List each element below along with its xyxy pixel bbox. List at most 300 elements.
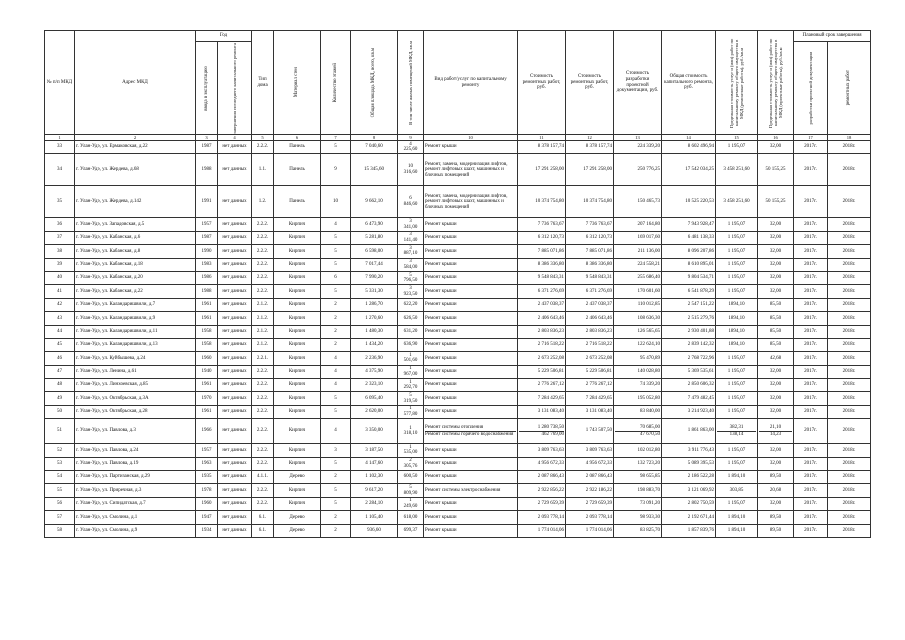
column-number: 10 [424,135,518,141]
header-limit-design: Предельная стоимость услуг и (или) работ по капитальному ремонту общего имущества в МКД (проектные работы), руб./кв.м [758,31,794,135]
repair-cost-a-cell: 2 729 659,39 [518,497,566,510]
living-area-top: 1 [409,425,412,431]
commission-year-cell: 1986 [196,271,218,284]
address-cell: г. Улан-Удэ, ул. Кабанская, д.22 [75,285,196,298]
plan-design-cell: 2017г. [794,405,828,418]
floors-cell: 5 [321,141,351,154]
design-cost-line: 47 670,50 [615,431,660,438]
living-area-top: 5 [409,272,412,278]
repair-cost-a-cell: 2 087 866,43 [518,471,566,484]
living-area-value: 887,10 [403,251,418,257]
plan-design-cell: 2017г. [794,379,828,392]
living-area-cell [398,365,424,378]
design-cost-cell: 207 164,80 [614,218,662,231]
living-area-cell [398,312,424,325]
repair-cost-a-cell: 8 386 336,80 [518,258,566,271]
table-row [45,325,871,338]
design-cost-cell: 95 470,89 [614,352,662,365]
address-cell: г. Улан-Удэ, ул. Кабанская, д.8 [75,245,196,258]
total-cost-cell: 8 096 207,86 [662,245,716,258]
limit-repair-cell: 1 195,07 [716,365,758,378]
limit-repair-cell: 1 195,07 [716,405,758,418]
living-area-cell [398,338,424,351]
header-plan-repair: ремонтных работ [828,42,871,135]
register-page [44,30,870,538]
work-type-cell: Ремонт крыши [424,392,518,405]
address-cell: г. Улан-Удэ, ул. Западовская, д.5 [75,218,196,231]
wall-material-cell: Панель [274,186,321,218]
total-area-cell: 6 095,40 [351,392,398,405]
address-cell: г. Улан-Удэ, ул. Павлова, д.19 [75,457,196,470]
total-cost-cell: 2 547 151,22 [662,298,716,311]
column-number: 9 [398,135,424,141]
commission-year-cell: 1958 [196,338,218,351]
living-area-top: 1 [409,366,412,372]
column-number: 1 [45,135,75,141]
total-cost-cell: 8 610 895,01 [662,258,716,271]
header-wall-material: Материал стен [274,31,321,135]
last-repair-cell: нет данных [218,484,252,497]
work-type-cell: Ремонт крыши [424,338,518,351]
design-cost-cell: 140 028,80 [614,365,662,378]
living-area-value: 318,10 [403,431,418,437]
living-area-top: 1 [409,498,412,504]
table-row [45,379,871,392]
limit-repair-cell: 1894,10 [716,312,758,325]
house-type-cell: 2.1.2. [252,312,274,325]
header-design-cost: Стоимость разработки проектной документации, руб. [614,31,662,135]
repair-cost-a-cell: 6 312 120,73 [518,231,566,244]
floors-cell: 4 [321,419,351,444]
column-number: 8 [351,135,398,141]
total-cost-cell: 2 802 750,59 [662,497,716,510]
living-area-cell [398,352,424,365]
plan-design-cell: 2017г. [794,258,828,271]
living-area-top: 1 [409,444,412,450]
work-type-line: Ремонт системы отопления [425,425,484,431]
row-number: 57 [45,511,75,524]
table-row [45,419,871,444]
repair-cost-a-cell: 2 406 643,46 [518,312,566,325]
living-area-top: 3 [409,285,412,291]
row-number: 38 [45,245,75,258]
limit-repair-cell: 1 195,07 [716,497,758,510]
total-cost-cell: 2 192 671,44 [662,511,716,524]
repair-cost-b-cell: 2 406 643,46 [566,312,614,325]
commission-year-cell: 1947 [196,511,218,524]
living-area-cell [398,471,424,484]
limit-design-cell: 85,50 [758,298,794,311]
wall-material-cell: Кирпич [274,392,321,405]
limit-repair-cell: 1 195,07 [716,444,758,457]
work-type-cell: Ремонт крыши [424,365,518,378]
floors-cell: 2 [321,511,351,524]
table-row [45,484,871,497]
work-type-cell: Ремонт системы электроснабжения [424,484,518,497]
repair-cost-b-cell: 2 093 778,14 [566,511,614,524]
repair-cost-a-cell: 4 956 672,33 [518,457,566,470]
plan-repair-cell: 2018г. [828,271,871,284]
repair-cost-line: 462 769,00 [519,431,564,438]
table-row [45,365,871,378]
living-area-value: 846,60 [403,201,418,207]
plan-repair-cell: 2018г. [828,325,871,338]
last-repair-cell: нет данных [218,511,252,524]
plan-repair-cell: 2018г. [828,419,871,444]
plan-design-cell: 2017г. [794,365,828,378]
living-area-cell [398,285,424,298]
last-repair-cell: нет данных [218,524,252,537]
row-number: 39 [45,258,75,271]
living-area-cell [398,419,424,444]
limit-design-cell: 32,00 [758,497,794,510]
design-cost-cell: 98 933,30 [614,511,662,524]
row-number: 42 [45,298,75,311]
living-area-cell [398,457,424,470]
row-number: 47 [45,365,75,378]
plan-repair-cell: 2018г. [828,444,871,457]
last-repair-cell: нет данных [218,444,252,457]
total-cost-cell: 5 369 535,61 [662,365,716,378]
repair-cost-a-cell: 10 374 754,80 [518,186,566,218]
repair-cost-a-cell: 5 229 506,81 [518,365,566,378]
repair-cost-b-cell: 8 378 157,74 [566,141,614,154]
living-area-top: 2 [409,458,412,464]
repair-cost-b-cell: 7 736 763,67 [566,218,614,231]
row-number: 49 [45,392,75,405]
living-area-top: 3 [409,232,412,238]
work-type-cell: Ремонт, замена, модернизация лифтов, ремонт лифтовых шахт, машинных и блочных помещений [424,154,518,186]
total-area-cell: 4 147,60 [351,457,398,470]
table-row [45,392,871,405]
last-repair-cell: нет данных [218,154,252,186]
living-area-value: 225,60 [403,147,418,153]
house-type-cell: 2.2.2. [252,419,274,444]
limit-design-cell: 89,50 [758,471,794,484]
address-cell: г. Улан-Удэ, ул. Жердева, д.142 [75,186,196,218]
work-type-cell: Ремонт крыши [424,524,518,537]
address-cell: г. Улан-Удэ, ул. Сипидатская, д.7 [75,497,196,510]
house-type-cell: 2.2.2. [252,497,274,510]
commission-year-cell: 1961 [196,312,218,325]
repair-cost-b-cell: 17 291 258,00 [566,154,614,186]
table-row [45,245,871,258]
living-area-value: 622,20 [403,302,418,308]
address-cell: г. Улан-Удэ, ул. Партизанская, д.29 [75,471,196,484]
living-area-cell [398,379,424,392]
living-area-cell [398,258,424,271]
plan-design-cell: 2017г. [794,186,828,218]
commission-year-cell: 1988 [196,285,218,298]
header-work-type: Вид работ/услуг по капитальному ремонту [424,31,518,135]
living-area-top: 10 [408,164,414,170]
total-area-cell: 2 323,10 [351,379,398,392]
limit-repair-cell: 1894,10 [716,325,758,338]
living-area-top: 3 [409,259,412,265]
wall-material-cell: Кирпич [274,338,321,351]
living-area-cell [398,186,424,218]
living-area-cell [398,231,424,244]
header-house-type: Тип дома [252,31,274,135]
plan-design-cell: 2017г. [794,312,828,325]
plan-repair-cell: 2018г. [828,524,871,537]
plan-repair-cell: 2018г. [828,231,871,244]
plan-design-cell: 2017г. [794,141,828,154]
floors-cell: 9 [321,154,351,186]
living-area-top: 3 [409,245,412,251]
table-row [45,298,871,311]
row-number: 46 [45,352,75,365]
wall-material-cell: Кирпич [274,245,321,258]
living-area-cell [398,325,424,338]
living-area-cell [398,245,424,258]
floors-cell: 2 [321,471,351,484]
commission-year-cell: 1960 [196,497,218,510]
floors-cell: 5 [321,231,351,244]
address-cell: г. Улан-Удэ, ул. Каландаришвили, д.13 [75,338,196,351]
column-number: 3 [196,135,218,141]
house-type-cell: 2.2.2. [252,141,274,154]
last-repair-cell: нет данных [218,218,252,231]
repair-cost-b-cell: 7 284 429,65 [566,392,614,405]
living-area-cell [398,444,424,457]
limit-design-cell: 32,00 [758,365,794,378]
work-type-cell: Ремонт крыши [424,231,518,244]
living-area-top: 5 [409,485,412,491]
repair-cost-b-cell: 3 131 083,40 [566,405,614,418]
house-type-cell: 1.1. [252,154,274,186]
header-plan-group: Плановый срок завершения [794,31,871,42]
house-type-cell: 2.1.2. [252,298,274,311]
floors-cell: 5 [321,497,351,510]
table-row [45,338,871,351]
house-type-cell: 2.2.2. [252,271,274,284]
plan-repair-cell: 2018г. [828,379,871,392]
repair-cost-b-cell: 2 922 186,22 [566,484,614,497]
last-repair-cell: нет данных [218,471,252,484]
row-number: 37 [45,231,75,244]
total-cost-cell: 3 911 776,43 [662,444,716,457]
work-type-cell: Ремонт крыши [424,497,518,510]
house-type-cell: 2.2.2. [252,379,274,392]
floors-cell: 5 [321,457,351,470]
plan-design-cell: 2017г. [794,471,828,484]
living-area-value: 809,90 [403,490,418,496]
wall-material-cell: Кирпич [274,298,321,311]
floors-cell: 2 [321,325,351,338]
repair-cost-line: 1 280 738,50 [537,425,565,431]
limit-repair-cell: 1 195,07 [716,141,758,154]
plan-design-cell: 2017г. [794,457,828,470]
living-area-value: 967,00 [403,371,418,377]
living-area-cell [398,511,424,524]
wall-material-cell: Кирпич [274,231,321,244]
column-number: 6 [274,135,321,141]
commission-year-cell: 1961 [196,298,218,311]
floors-cell: 3 [321,444,351,457]
table-row [45,497,871,510]
column-number: 16 [758,135,794,141]
row-number: 43 [45,312,75,325]
header-commission-year: ввода в эксплуатацию [196,42,218,135]
last-repair-cell: нет данных [218,352,252,365]
limit-repair-cell: 1894,10 [716,338,758,351]
total-cost-cell: 9 804 534,71 [662,271,716,284]
total-area-cell: 1 102,30 [351,471,398,484]
design-cost-cell: 102 012,80 [614,444,662,457]
limit-design-cell: 50 155,25 [758,186,794,218]
plan-design-cell: 2017г. [794,325,828,338]
last-repair-cell: нет данных [218,141,252,154]
work-type-cell: Ремонт крыши [424,471,518,484]
repair-cost-b-cell: 9 548 843,31 [566,271,614,284]
row-number: 36 [45,218,75,231]
column-number: 15 [716,135,758,141]
row-number: 44 [45,325,75,338]
address-cell: г. Улан-Удэ, ул. Павлова, д.24 [75,444,196,457]
living-area-value: 923,50 [403,291,418,297]
header-number: № п/п МКД [45,31,75,135]
last-repair-cell: нет данных [218,271,252,284]
living-area-value: 249,60 [403,504,418,509]
house-type-cell: 2.1.2. [252,325,274,338]
limit-design-cell: 32,00 [758,285,794,298]
column-number: 5 [252,135,274,141]
row-number: 35 [45,186,75,218]
total-area-cell: 7 040,60 [351,141,398,154]
repair-cost-a-cell: 2 922 856,22 [518,484,566,497]
last-repair-cell: нет данных [218,298,252,311]
design-cost-cell: 255 686,40 [614,271,662,284]
work-type-cell: Ремонт крыши [424,352,518,365]
commission-year-cell: 1970 [196,392,218,405]
house-type-cell: 2.2.2. [252,405,274,418]
limit-design-cell: 32,00 [758,141,794,154]
wall-material-cell: Кирпич [274,271,321,284]
design-cost-cell: 110 012,85 [614,298,662,311]
total-cost-cell: 7 479 482,45 [662,392,716,405]
commission-year-cell: 1988 [196,154,218,186]
repair-cost-a-cell: 17 291 258,00 [518,154,566,186]
wall-material-cell: Кирпич [274,484,321,497]
table-row [45,218,871,231]
repair-cost-b-cell: 5 229 506,81 [566,365,614,378]
design-cost-cell: 126 565,65 [614,325,662,338]
row-number: 55 [45,484,75,497]
total-area-cell: 9 662,10 [351,186,398,218]
limit-repair-cell: 1 894,10 [716,524,758,537]
table-row [45,258,871,271]
repair-cost-b-cell: 6 371 276,69 [566,285,614,298]
design-cost-cell: 250 776,25 [614,154,662,186]
column-number: 12 [566,135,614,141]
header-total-area: Общая площадь МКД, всего, кв.м [351,31,398,135]
living-area-value: 292,70 [403,385,418,391]
limit-design-cell: 85,50 [758,312,794,325]
total-cost-cell: 17 542 034,25 [662,154,716,186]
limit-design-cell: 32,00 [758,218,794,231]
limit-repair-cell: 3 458 251,60 [716,186,758,218]
plan-repair-cell: 2018г. [828,392,871,405]
address-cell: г. Улан-Удэ, ул. Павлова, д.3 [75,419,196,444]
last-repair-cell: нет данных [218,285,252,298]
wall-material-cell: Панель [274,154,321,186]
last-repair-cell: нет данных [218,379,252,392]
total-area-cell: 1 434,20 [351,338,398,351]
house-type-cell: 2.2.2. [252,285,274,298]
design-cost-cell: 132 723,20 [614,457,662,470]
design-cost-cell: 198 883,70 [614,484,662,497]
commission-year-cell: 1990 [196,245,218,258]
address-cell: г. Улан-Удэ, ул. Ленина, д.61 [75,365,196,378]
total-area-cell: 7 990,20 [351,271,398,284]
repair-cost-b-cell: 2 437 038,37 [566,298,614,311]
repair-cost-a-cell: 7 736 763,67 [518,218,566,231]
design-cost-cell: 98 655,85 [614,471,662,484]
living-area-value: 501,60 [403,358,418,364]
house-type-cell: 2.2.2. [252,218,274,231]
header-repair-cost-b: Стоимость ремонтных работ, руб. [566,31,614,135]
living-area-cell [398,271,424,284]
limit-design-cell: 32,00 [758,271,794,284]
table-row [45,524,871,537]
total-area-cell: 9 617,20 [351,484,398,497]
house-type-cell: 2.2.2. [252,457,274,470]
plan-repair-cell: 2018г. [828,218,871,231]
commission-year-cell: 1961 [196,405,218,418]
living-area-value: 626,50 [403,315,418,321]
last-repair-cell: нет данных [218,497,252,510]
column-number: 2 [75,135,196,141]
repair-cost-a-cell: 3 131 083,40 [518,405,566,418]
plan-repair-cell: 2018г. [828,484,871,497]
living-area-top: 6 [409,196,412,202]
header-living-area: В том числе жилых помещений МКД, кв.м [398,31,424,135]
total-cost-cell: 2 768 722,96 [662,352,716,365]
design-cost-cell: 122 624,10 [614,338,662,351]
design-cost-cell: 83 825,70 [614,524,662,537]
plan-repair-cell: 2018г. [828,352,871,365]
living-area-top: 1 [409,406,412,412]
plan-repair-cell: 2018г. [828,497,871,510]
limit-repair-cell [716,419,758,444]
plan-repair-cell: 2018г. [828,457,871,470]
row-number: 54 [45,471,75,484]
table-row [45,271,871,284]
commission-year-cell: 1961 [196,379,218,392]
table-row [45,141,871,154]
living-area-cell [398,484,424,497]
house-type-cell: 2.1.2. [252,338,274,351]
floors-cell: 5 [321,484,351,497]
address-cell: г. Улан-Удэ, ул. Куйбышева, д.24 [75,352,196,365]
last-repair-cell: нет данных [218,312,252,325]
commission-year-cell: 1935 [196,471,218,484]
column-number: 7 [321,135,351,141]
floors-cell: 5 [321,392,351,405]
commission-year-cell: 1991 [196,186,218,218]
limit-repair-cell: 1 195,07 [716,352,758,365]
repair-cost-a-cell: 2 803 836,23 [518,325,566,338]
limit-design-cell [758,419,794,444]
living-area-top: 1 [409,379,412,385]
address-cell: г. Улан-Удэ, ул. Кабанская, д.20 [75,271,196,284]
floors-cell: 4 [321,352,351,365]
limit-design-cell: 32,00 [758,245,794,258]
total-area-cell: 2 284,10 [351,497,398,510]
plan-design-cell: 2017г. [794,285,828,298]
total-area-cell: 6 598,00 [351,245,398,258]
